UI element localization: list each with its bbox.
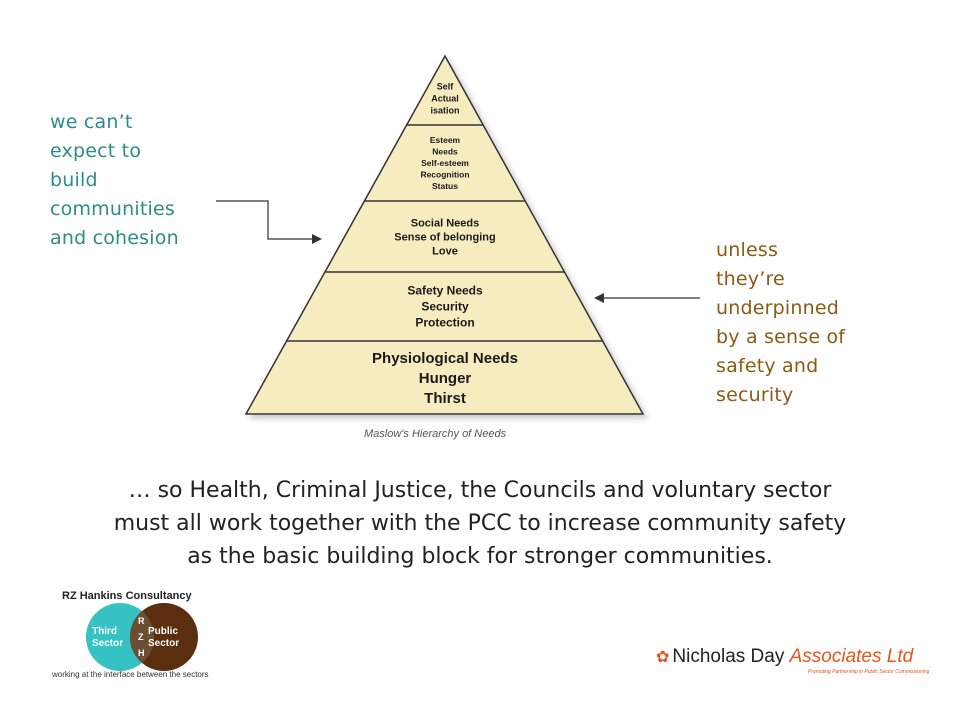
- left-arrow-head: [312, 234, 322, 244]
- pyramid-level-2-label: Status: [432, 180, 458, 191]
- left-arrow: [216, 201, 316, 239]
- pyramid-level-2-label: Self-esteem: [421, 157, 469, 168]
- right-note-line: security: [716, 384, 794, 406]
- right-arrow-head: [594, 293, 604, 303]
- nda-name-accent: Associates Ltd: [789, 646, 914, 667]
- rzh-letter-z: Z: [138, 632, 144, 642]
- public-sector-line2: Sector: [148, 638, 180, 649]
- third-sector-line1: Third: [92, 626, 117, 637]
- left-note-line: build: [50, 169, 98, 191]
- left-note-line: we can’t: [50, 111, 133, 133]
- pyramid-level-1-label: Self: [436, 81, 454, 92]
- pyramid-level-4-label: Protection: [415, 315, 475, 330]
- pyramid-level-2-label: Recognition: [420, 169, 470, 180]
- rzh-logo-title: RZ Hankins Consultancy: [62, 590, 192, 602]
- pyramid-level-5-label: Physiological Needs: [372, 349, 518, 367]
- pyramid-level-4-label: Safety Needs: [407, 283, 483, 298]
- right-note-line: unless: [716, 239, 779, 261]
- main-statement-line: … so Health, Criminal Justice, the Councils and voluntary sector: [128, 478, 832, 503]
- rzh-letter-h: H: [138, 648, 145, 658]
- right-note: [716, 236, 916, 410]
- rzh-letter-r: R: [138, 616, 145, 626]
- right-note-line: they’re: [716, 268, 785, 290]
- nda-flower-icon: ✿: [656, 649, 670, 666]
- pyramid-level-5-label: Thirst: [424, 389, 466, 407]
- pyramid-level-1-label: Actual: [431, 93, 459, 104]
- rzh-logo-tagline: working at the interface between the sectors: [52, 670, 209, 679]
- pyramid-level-3-label: Social Needs: [410, 217, 480, 230]
- main-statement-line: must all work together with the PCC to increase community safety: [113, 511, 847, 536]
- right-note-line: safety and: [716, 355, 819, 377]
- public-sector-line1: Public: [148, 626, 179, 637]
- pyramid-level-2-label: Esteem: [429, 134, 461, 145]
- pyramid-level-5-label: Hunger: [418, 369, 472, 387]
- nda-tagline: Promoting Partnership in Public Sector Commissioning: [808, 669, 930, 675]
- pyramid-level-3-label: Sense of belonging: [394, 231, 496, 244]
- pyramid-level-4-label: Security: [421, 299, 469, 314]
- pyramid-caption: Maslow's Hierarchy of Needs: [364, 428, 507, 440]
- pyramid-level-3-label: Love: [432, 245, 458, 258]
- right-note-line: underpinned: [716, 297, 840, 319]
- right-note-line: by a sense of: [716, 326, 846, 348]
- left-note-line: expect to: [50, 140, 142, 162]
- pyramid-level-1-label: isation: [430, 105, 460, 116]
- nda-logo: [656, 646, 913, 668]
- left-note-line: and cohesion: [50, 227, 179, 249]
- main-statement: [40, 474, 920, 573]
- left-note: [50, 108, 220, 253]
- pyramid-level-2-label: Needs: [432, 146, 458, 157]
- main-statement-line: as the basic building block for stronger communities.: [187, 544, 773, 569]
- third-sector-line2: Sector: [92, 638, 124, 649]
- nda-name-plain: Nicholas Day: [672, 646, 785, 667]
- left-note-line: communities: [50, 198, 175, 220]
